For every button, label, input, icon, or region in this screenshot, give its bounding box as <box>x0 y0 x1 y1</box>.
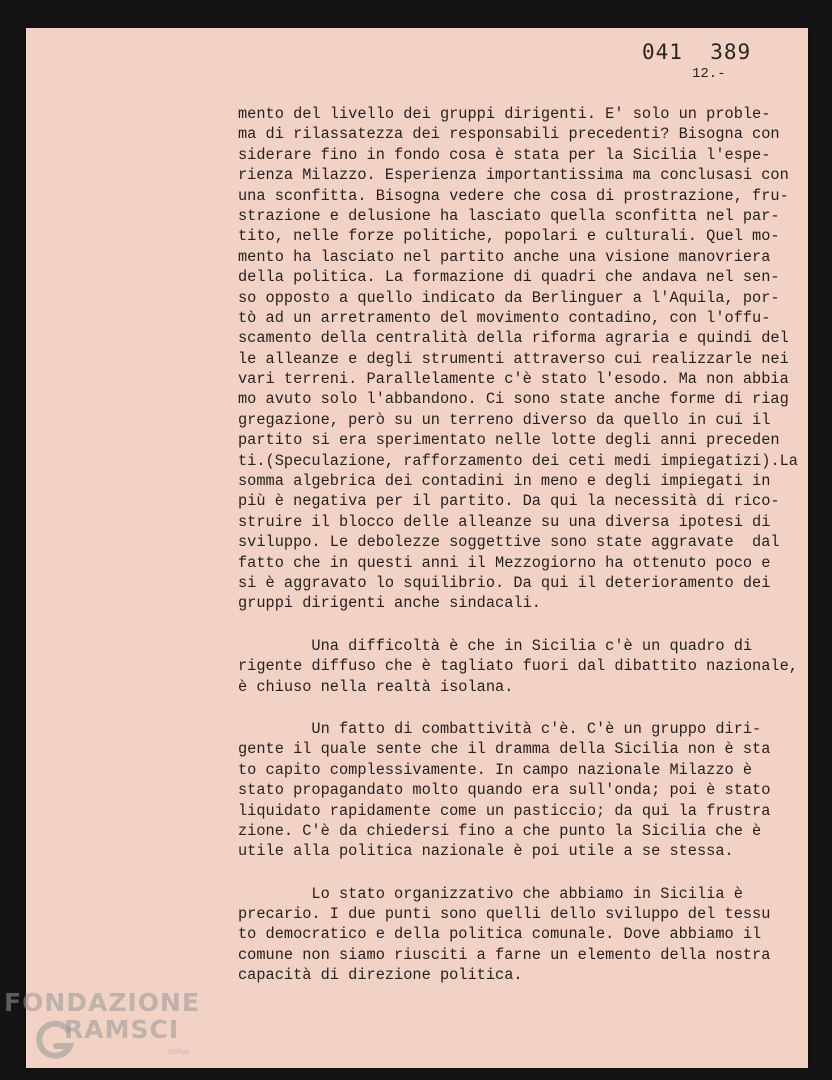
text-line: rienza Milazzo. Esperienza importantissima ma conclusasi con <box>238 166 789 185</box>
text-line: rigente diffuso che è tagliato fuori dal dibattito nazionale, <box>238 657 798 676</box>
text-line: scamento della centralità della riforma agraria e quindi del <box>238 329 789 348</box>
text-line: siderare fino in fondo cosa è stata per la Sicilia l'espe- <box>238 145 771 164</box>
text-line: utile alla politica nazionale è poi utile a se stessa. <box>238 842 734 861</box>
text-line: della politica. La formazione di quadri che andava nel sen- <box>238 268 780 287</box>
page-number: 12.- <box>692 66 726 82</box>
text-line: precario. I due punti sono quelli dello sviluppo del tessu <box>238 905 771 924</box>
text-line: to democratico e della politica comunale. Dove abbiamo il <box>238 925 762 944</box>
document-number: 041 389 <box>642 40 752 64</box>
text-line: è chiuso nella realtà isolana. <box>238 677 514 696</box>
text-line: tito, nelle forze politiche, popolari e culturali. Quel mo- <box>238 227 780 246</box>
text-line: ti.(Speculazione, rafforzamento dei ceti medi impiegatizi).La <box>238 451 798 470</box>
fondazione-gramsci-watermark <box>4 988 201 1056</box>
text-line: strazione e delusione ha lasciato quella sconfitta nel par- <box>238 206 780 225</box>
text-line: mento del livello dei gruppi dirigenti. E' solo un proble- <box>238 105 771 123</box>
text-line: una sconfitta. Bisogna vedere che cosa di prostrazione, fru- <box>238 186 789 205</box>
text-line: Una difficoltà è che in Sicilia c'è un quadro di <box>238 636 753 655</box>
watermark-line-1: FONDAZIONE <box>4 988 201 1017</box>
text-line: somma algebrica dei contadini in meno e degli impiegati in <box>238 472 771 491</box>
text-line: so opposto a quello indicato da Berlinguer a l'Aquila, por- <box>238 288 780 307</box>
text-line: liquidato rapidamente come un pasticcio; da qui la frustra <box>238 801 771 820</box>
text-line: comune non siamo riusciti a farne un elemento della nostra <box>238 945 771 964</box>
text-line: Un fatto di combattività c'è. C'è un gruppo diri- <box>238 719 762 738</box>
text-line: si è aggravato lo squilibrio. Da qui il deterioramento dei <box>238 573 771 592</box>
paragraph-1 <box>238 104 798 614</box>
text-line: gruppi dirigenti anche sindacali. <box>238 594 541 613</box>
text-line: Lo stato organizzativo che abbiamo in Sicilia è <box>238 884 743 903</box>
watermark-suffix: onlus <box>168 1047 190 1056</box>
text-line: to capito complessivamente. In campo nazionale Milazzo è <box>238 760 753 779</box>
text-line: zione. C'è da chiedersi fino a che punto la Sicilia che è <box>238 821 762 840</box>
text-line: mento ha lasciato nel partito anche una visione manovriera <box>238 247 771 266</box>
text-line: capacità di direzione politica. <box>238 966 523 985</box>
text-line: fatto che in questi anni il Mezzogiorno ha ottenuto poco e <box>238 553 771 572</box>
text-line: struire il blocco delle alleanze su una diversa ipotesi di <box>238 512 771 531</box>
text-line: stato propagandato molto quando era sull'onda; poi è stato <box>238 781 771 800</box>
paragraph-3 <box>238 719 798 862</box>
paragraph-2 <box>238 636 798 697</box>
paragraph-4 <box>238 884 798 986</box>
text-line: gregazione, però su un terreno diverso da quello in cui il <box>238 410 771 429</box>
text-line: vari terreni. Parallelamente c'è stato l'esodo. Ma non abbia <box>238 370 789 389</box>
watermark-line-2: RAMSCI <box>64 1015 180 1044</box>
gramsci-g-logo-icon <box>34 1020 76 1062</box>
typed-body-text <box>238 104 798 1008</box>
text-line: ma di rilassatezza dei responsabili precedenti? Bisogna con <box>238 125 780 144</box>
text-line: mo avuto solo l'abbandono. Ci sono state anche forme di riag <box>238 390 789 409</box>
text-line: sviluppo. Le debolezze soggettive sono state aggravate dal <box>238 533 780 552</box>
text-line: gente il quale sente che il dramma della Sicilia non è sta <box>238 740 771 759</box>
text-line: partito si era sperimentato nelle lotte degli anni preceden <box>238 431 780 450</box>
text-line: tò ad un arretramento del movimento contadino, con l'offu- <box>238 308 771 327</box>
text-line: più è negativa per il partito. Da qui la necessità di rico- <box>238 492 780 511</box>
text-line: le alleanze e degli strumenti attraverso cui realizzarle nei <box>238 349 789 368</box>
